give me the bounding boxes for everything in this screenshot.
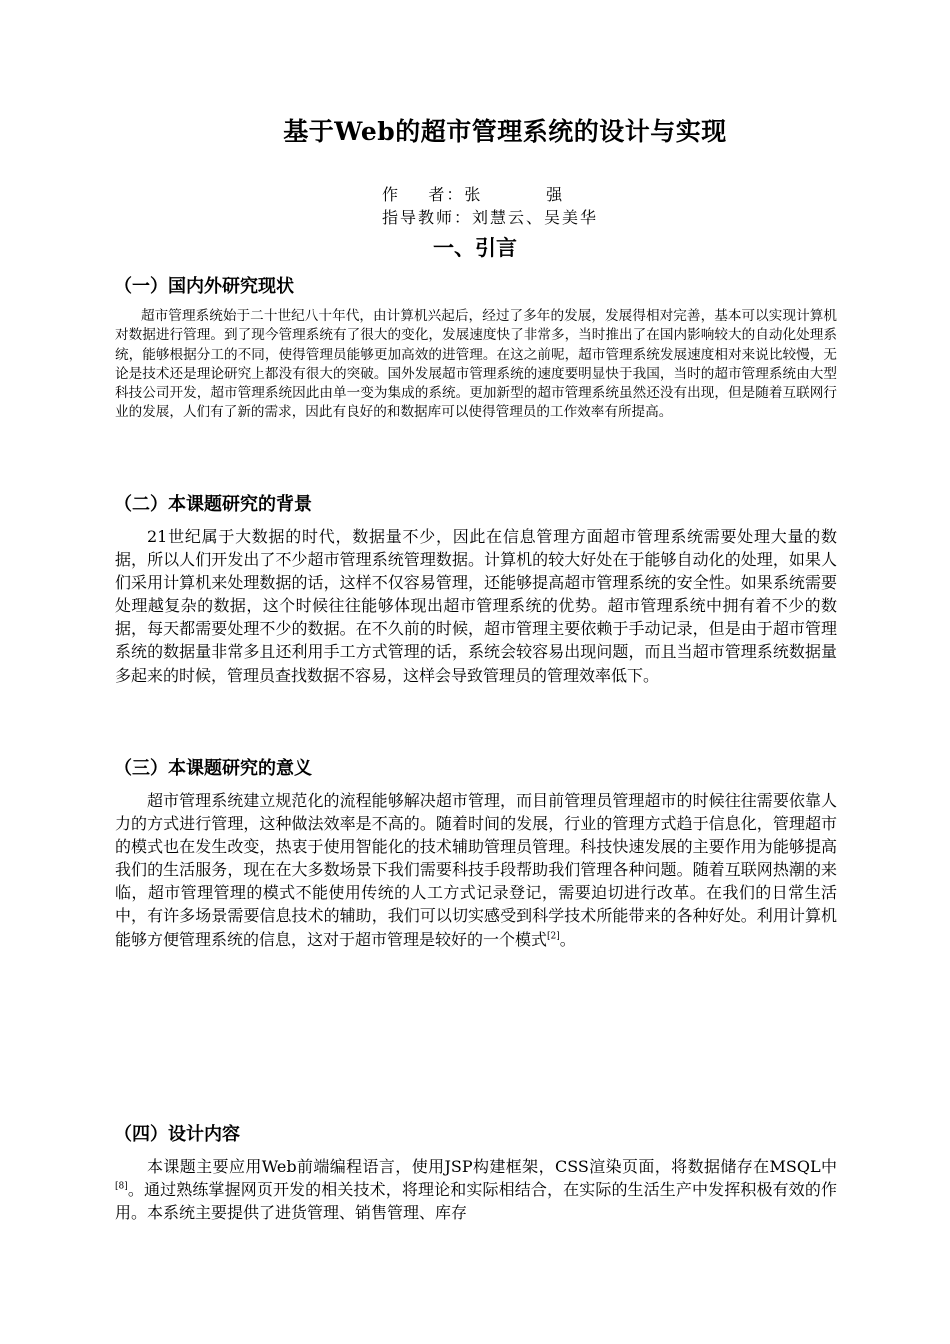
section-heading-2: （二）本课题研究的背景 <box>114 494 312 515</box>
section-paragraph-4-text-b: 。通过熟练掌握网页开发的相关技术，将理论和实际相结合，在实际的生活生产中发挥积极有效的作用。本系统主要提供了进货管理、销售管理、库存 <box>115 1180 837 1223</box>
section-paragraph-2: 21世纪属于大数据的时代，数据量不少，因此在信息管理方面超市管理系统需要处理大量的数据，所以人们开发出了不少超市管理系统管理数据。计算机的较大好处在于能够自动化的处理，如果人们采用计算机来处理数据的话，这样不仅容易管理，还能够提高超市管理系统的安全性。如果系统需要处理越复杂的数据，这个时候往往能够体现出超市管理系统的优势。超市管理系统中拥有着不少的数据，每天都需要处理不少的数据。在不久前的时候，超市管理主要依赖于手动记录，但是由于超市管理系统的数据量非常多且还利用手工方式管理的话，系统会较容易出现问题，而且当超市管理系统数据量多起来的时候，管理员查找数据不容易，这样会导致管理员的管理效率低下。 <box>115 527 837 685</box>
section-heading-1: （一）国内外研究现状 <box>114 276 294 297</box>
section-heading-3: （三）本课题研究的意义 <box>114 758 312 779</box>
section-paragraph-3 <box>115 789 837 951</box>
citation-ref: [8] <box>115 1181 128 1192</box>
section-paragraph-3-tail: 。 <box>559 929 576 949</box>
section-heading-4: （四）设计内容 <box>114 1124 240 1145</box>
section-paragraph-3-text: 超市管理系统建立规范化的流程能够解决超市管理，而目前管理员管理超市的时候往往需要依靠人力的方式进行管理，这种做法效率是不高的。随着时间的发展，行业的管理方式趋于信息化，管理超市的模式也在发生改变，热衷于使用智能化的技术辅助管理员管理。科技快速发展的主要作用为能够提高我们的生活服务，现在在大多数场景下我们需要科技手段帮助我们管理各种问题。随着互联网热潮的来临，超市管理管理的模式不能使用传统的人工方式记录登记，需要迫切进行改革。在我们的日常生活中，有许多场景需要信息技术的辅助，我们可以切实感受到科学技术所能带来的各种好处。利用计算机能够方便管理系统的信息，这对于超市管理是较好的一个模式 <box>115 791 837 949</box>
citation-ref: [2] <box>547 931 560 942</box>
chapter-heading: 一、引言 <box>433 235 517 260</box>
section-paragraph-4-text-a: 本课题主要应用Web前端编程语言，使用JSP构建框架，CSS渲染页面，将数据储存在MSQL中 <box>147 1157 837 1176</box>
section-paragraph-4 <box>115 1155 837 1224</box>
author-line: 作 者：张 强 <box>382 185 565 204</box>
advisor-line: 指导教师：刘慧云、吴美华 <box>382 208 599 227</box>
section-paragraph-1: 超市管理系统始于二十世纪八十年代，由计算机兴起后，经过了多年的发展，发展得相对完善，基本可以实现计算机对数据进行管理。到了现今管理系统有了很大的变化，发展速度快了非常多，当时推出了在国内影响较大的自动化处理系统，能够根据分工的不同，使得管理员能够更加高效的进管理。在这之前呢，超市管理系统发展速度相对来说比较慢，无论是技术还是理论研究上都没有很大的突破。国外发展超市管理系统的速度要明显快于我国，当时的超市管理系统由大型科技公司开发，超市管理系统因此由单一变为集成的系统。更加新型的超市管理系统虽然还没有出现，但是随着互联网行业的发展，人们有了新的需求，因此有良好的和数据库可以使得管理员的工作效率有所提高。 <box>115 308 837 421</box>
document-title: 基于Web的超市管理系统的设计与实现 <box>283 117 727 146</box>
